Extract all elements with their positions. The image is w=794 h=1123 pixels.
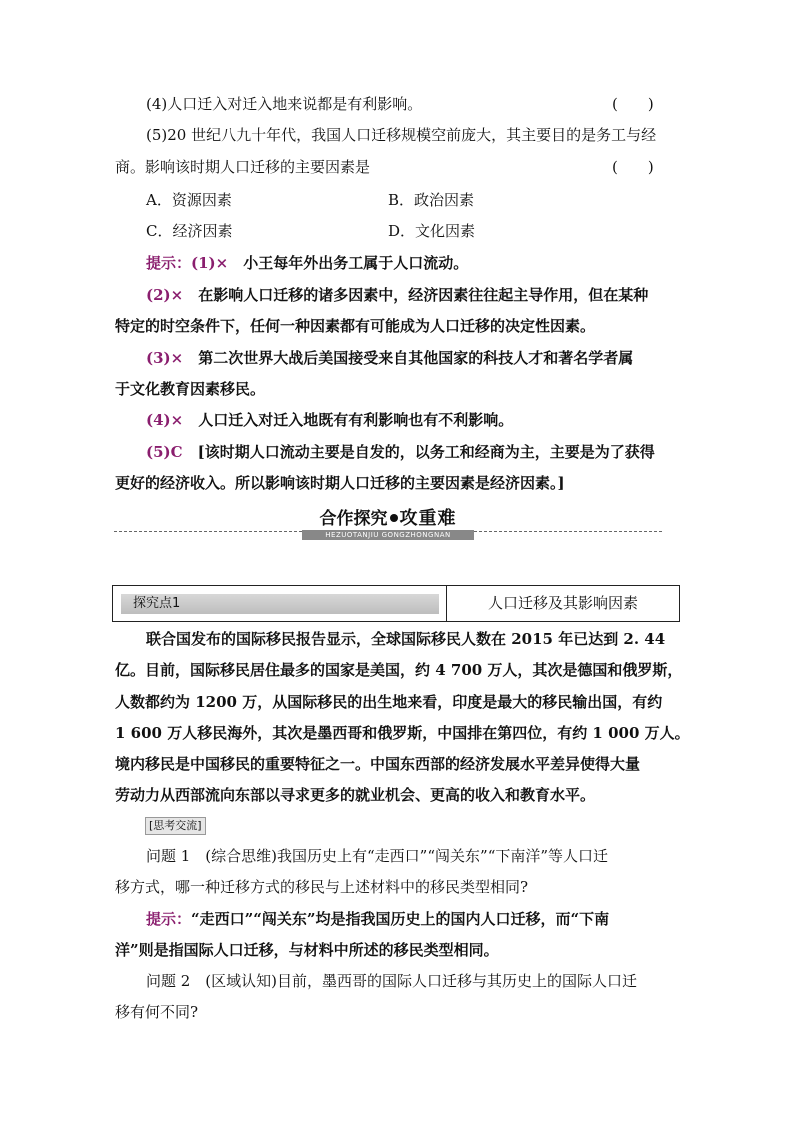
hint-4-mark: (4)× [146,411,184,429]
question-2-line-2: 移有何不同? [115,1003,199,1021]
hint-3-text: 第二次世界大战后美国接受来自其他国家的科技人才和著名学者属 [198,349,634,367]
question-5-blank: ( ) [612,158,654,176]
material-line: 1 600 万人移民海外，其次是墨西哥和俄罗斯，中国排在第四位，有约 1 000 万人。 [115,724,690,742]
question-2-line-1: 问题 2 (区域认知)目前，墨西哥的国际人口迁移与其历史上的国际人口迁 [146,972,638,990]
topic-box [112,585,680,622]
topic-tab [121,594,439,614]
material-line: 劳动力从西部流向东部以寻求更多的就业机会、更高的收入和教育水平。 [115,786,596,804]
section-banner-subtitle: HEZUOTANJIU GONGZHONGNAN [302,530,474,540]
option-c: C．经济因素 [146,222,233,240]
hint-label: 提示： [146,254,192,272]
hint-3-mark: (3)× [146,349,184,367]
hint-2-line-1 [146,284,648,306]
section-banner-title [302,508,474,530]
material-line: 联合国发布的国际移民报告显示，全球国际移民人数在 2015 年已达到 2. 44 [146,630,666,648]
question-4-blank: ( ) [612,95,654,113]
hint-2-mark: (2)× [146,286,184,304]
material-line: 境内移民是中国移民的重要特征之一。中国东西部的经济发展水平差异使得大量 [115,755,641,773]
section-banner-title-a: 合作探究 [319,509,388,529]
material-line: 人数都约为 1200 万，从国际移民的出生地来看，印度是最大的移民输出国，有约 [115,693,663,711]
hint-2-text: 在影响人口迁移的诸多因素中，经济因素往往起主导作用，但在某种 [198,286,649,304]
banner-dot-icon [390,514,398,522]
hint-5-text: [该时期人口流动主要是自发的，以务工和经商为主，主要是为了获得 [197,443,655,461]
question-5-line-2: 商。影响该时期人口迁移的主要因素是 [115,158,371,176]
option-b: B．政治因素 [388,191,475,209]
hint-1-text: 小王每年外出务工属于人口流动。 [243,254,469,272]
section-banner [302,508,474,540]
question-1-line-1: 问题 1 (综合思维)我国历史上有“走西口”“闯关东”“下南洋”等人口迁 [146,847,609,865]
hint-5-mark: (5)C [146,443,183,461]
hint-5-line-2: 更好的经济收入。所以影响该时期人口迁移的主要因素是经济因素。] [115,474,565,492]
material-line: 亿。目前，国际移民居住最多的国家是美国，约 4 700 万人，其次是德国和俄罗斯， [115,661,683,679]
topic-label-cell [113,586,447,621]
question-5-line-1: (5)20 世纪八九十年代，我国人口迁移规模空前庞大，其主要目的是务工与经 [146,126,657,144]
section-banner-title-b: 攻重难 [399,508,457,529]
hint-5-line-1 [146,441,655,463]
answer-1-label: 提示： [146,910,192,928]
question-4: (4)人口迁入对迁入地来说都是有利影响。 [146,95,423,113]
question-1-line-2: 移方式，哪一种迁移方式的移民与上述材料中的移民类型相同? [115,878,529,896]
option-d: D．文化因素 [388,222,476,240]
think-tag: [思考交流] [145,817,206,835]
hint-3-line-2: 于文化教育因素移民。 [115,380,266,398]
topic-label: 探究点1 [133,596,181,611]
hint-2-line-2: 特定的时空条件下，任何一种因素都有可能成为人口迁移的决定性因素。 [115,317,596,335]
answer-1-text: “走西口”“闯关东”均是指我国历史上的国内人口迁移，而“下南 [191,910,610,928]
hint-4-text: 人口迁入对迁入地既有有利影响也有不利影响。 [198,411,514,429]
hint-3-line-1 [146,347,633,369]
answer-1-line-2: 洋”则是指国际人口迁移，与材料中所述的移民类型相同。 [115,941,499,959]
hint-4 [146,409,513,431]
option-a: A．资源因素 [146,191,232,209]
answer-1-line-1 [146,908,609,930]
hint-1-mark: (1)× [191,254,229,272]
hint-1 [146,252,468,274]
topic-title: 人口迁移及其影响因素 [487,594,638,612]
